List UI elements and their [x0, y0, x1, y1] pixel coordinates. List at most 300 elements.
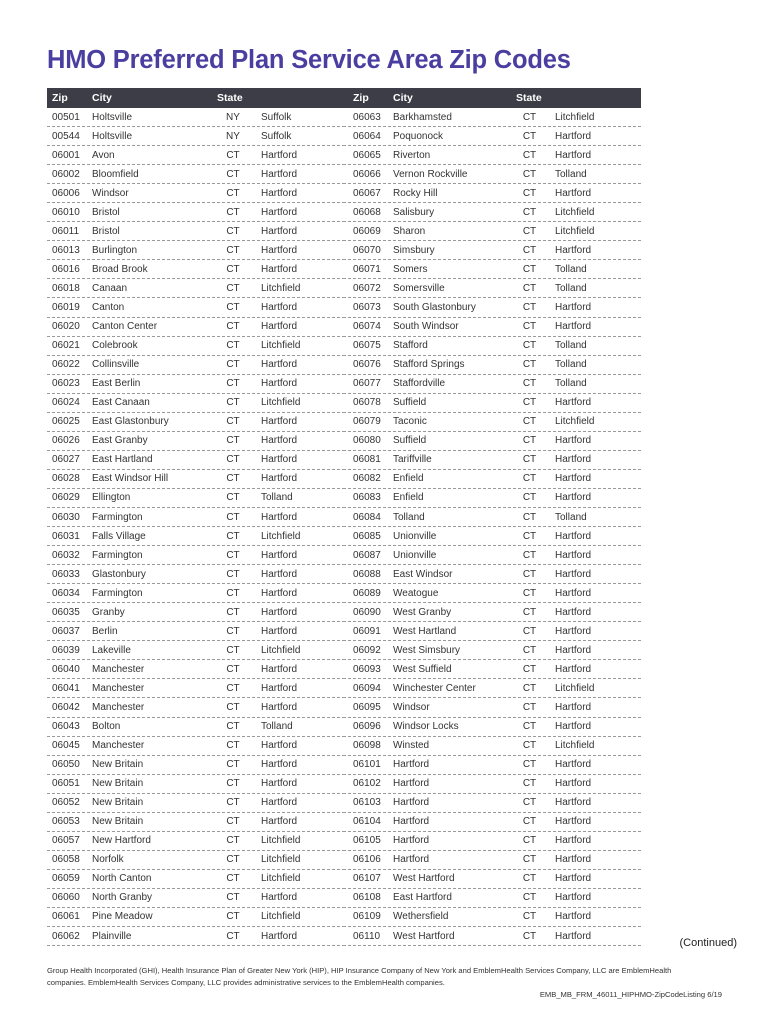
table-row — [47, 394, 345, 413]
state-cell: CT — [226, 625, 240, 637]
table-row — [47, 832, 345, 851]
footer-disclaimer: Group Health Incorporated (GHI), Health Insurance Plan of Greater New York (HIP), HIP Insurance Company of New York and EmblemHealth Services Company, LLC are EmblemHealth companies. EmblemHealth Services Company, LLC provides administrative services to the EmblemHealth companies. — [47, 966, 672, 987]
city-cell: Hartford — [393, 759, 430, 771]
zip-cell: 06095 — [353, 701, 381, 713]
city-cell: Canton Center — [92, 321, 158, 333]
state-cell: CT — [226, 587, 240, 599]
city-cell: Enfield — [393, 473, 424, 485]
city-cell: Somers — [393, 263, 428, 275]
table-body — [343, 108, 641, 946]
table-row — [343, 241, 641, 260]
zip-cell: 06058 — [52, 854, 80, 866]
county-cell: Hartford — [555, 301, 592, 313]
city-cell: Canaan — [92, 282, 128, 294]
city-cell: Simsbury — [393, 244, 435, 256]
table-row — [47, 584, 345, 603]
county-cell: Litchfield — [261, 854, 301, 866]
state-cell: CT — [522, 797, 537, 809]
zip-cell: 06067 — [353, 187, 381, 199]
zip-cell: 06102 — [353, 778, 381, 790]
table-row — [47, 813, 345, 832]
zip-cell: 06108 — [353, 892, 381, 904]
table-row — [47, 870, 345, 889]
county-cell: Hartford — [261, 759, 298, 771]
city-cell: Hartford — [393, 778, 430, 790]
zip-cell: 06073 — [353, 301, 381, 313]
state-cell: CT — [226, 930, 240, 942]
table-row — [47, 298, 345, 317]
city-cell: Farmington — [92, 587, 143, 599]
table-row — [343, 356, 641, 375]
city-cell: Suffield — [393, 435, 427, 447]
state-cell: CT — [226, 244, 240, 256]
table-row — [343, 279, 641, 298]
table-row — [343, 603, 641, 622]
city-cell: East Glastonbury — [92, 416, 169, 428]
city-cell: North Canton — [92, 873, 152, 885]
city-cell: East Windsor — [393, 568, 453, 580]
county-cell: Litchfield — [261, 282, 301, 294]
state-cell: CT — [522, 111, 537, 123]
state-cell: CT — [226, 644, 240, 656]
zip-cell: 06052 — [52, 797, 80, 809]
county-cell: Litchfield — [555, 416, 595, 428]
state-cell: CT — [226, 378, 240, 390]
zip-cell: 06085 — [353, 530, 381, 542]
state-cell: CT — [226, 435, 240, 447]
city-cell: Bloomfield — [92, 168, 139, 180]
table-row — [343, 737, 641, 756]
county-cell: Litchfield — [261, 530, 301, 542]
state-cell: CT — [522, 701, 537, 713]
county-cell: Tolland — [555, 359, 587, 371]
city-cell: Sharon — [393, 225, 426, 237]
city-cell: Manchester — [92, 701, 145, 713]
county-cell: Hartford — [555, 721, 592, 733]
table-row — [343, 851, 641, 870]
zip-cell: 06069 — [353, 225, 381, 237]
table-row — [343, 489, 641, 508]
city-cell: Enfield — [393, 492, 424, 504]
county-cell: Hartford — [555, 435, 592, 447]
zip-cell: 06006 — [52, 187, 80, 199]
zip-cell: 06026 — [52, 435, 80, 447]
county-cell: Hartford — [261, 149, 298, 161]
zip-cell: 06045 — [52, 740, 80, 752]
zip-cell: 06042 — [52, 701, 80, 713]
county-cell: Hartford — [555, 759, 592, 771]
table-row — [343, 622, 641, 641]
table-row — [47, 908, 345, 927]
county-cell: Tolland — [555, 263, 587, 275]
table-row — [47, 146, 345, 165]
city-cell: Vernon Rockville — [393, 168, 468, 180]
county-cell: Hartford — [261, 187, 298, 199]
state-cell: CT — [226, 816, 240, 828]
county-cell: Hartford — [555, 606, 592, 618]
county-cell: Hartford — [261, 244, 298, 256]
table-row — [47, 641, 345, 660]
state-cell: CT — [226, 568, 240, 580]
county-cell: Tolland — [555, 378, 587, 390]
city-cell: Winchester Center — [393, 682, 476, 694]
county-cell: Tolland — [261, 492, 293, 504]
city-cell: East Berlin — [92, 378, 141, 390]
state-cell: CT — [522, 854, 537, 866]
county-cell: Tolland — [555, 340, 587, 352]
table-row — [47, 489, 345, 508]
city-cell: Holtsville — [92, 111, 133, 123]
state-cell: CT — [522, 416, 537, 428]
zip-cell: 06089 — [353, 587, 381, 599]
city-cell: Barkhamsted — [393, 111, 452, 123]
state-cell: CT — [522, 740, 537, 752]
table-row — [47, 527, 345, 546]
table-row — [47, 794, 345, 813]
county-cell: Hartford — [261, 549, 298, 561]
header-city: City — [92, 92, 112, 104]
county-cell: Hartford — [261, 625, 298, 637]
city-cell: New Britain — [92, 797, 144, 809]
table-row — [343, 698, 641, 717]
state-cell: CT — [522, 892, 537, 904]
table-row — [47, 775, 345, 794]
state-cell: CT — [226, 225, 240, 237]
zip-cell: 06105 — [353, 835, 381, 847]
city-cell: Manchester — [92, 663, 145, 675]
zip-cell: 06080 — [353, 435, 381, 447]
zip-cell: 06031 — [52, 530, 80, 542]
state-cell: CT — [226, 473, 240, 485]
state-cell: CT — [226, 492, 240, 504]
county-cell: Hartford — [261, 892, 298, 904]
city-cell: Avon — [92, 149, 115, 161]
county-cell: Hartford — [261, 663, 298, 675]
county-cell: Hartford — [261, 606, 298, 618]
zip-cell: 06070 — [353, 244, 381, 256]
zip-cell: 06078 — [353, 397, 381, 409]
city-cell: Tolland — [393, 511, 425, 523]
zip-cell: 06040 — [52, 663, 80, 675]
table-row — [343, 318, 641, 337]
city-cell: Hartford — [393, 854, 430, 866]
county-cell: Tolland — [555, 282, 587, 294]
state-cell: CT — [226, 549, 240, 561]
zip-cell: 06001 — [52, 149, 80, 161]
table-row — [47, 718, 345, 737]
county-cell: Litchfield — [555, 740, 595, 752]
state-cell: CT — [522, 321, 537, 333]
county-cell: Litchfield — [555, 111, 595, 123]
city-cell: Farmington — [92, 549, 143, 561]
table-row — [47, 241, 345, 260]
table-row — [343, 451, 641, 470]
state-cell: CT — [522, 454, 537, 466]
county-cell: Hartford — [555, 930, 592, 942]
county-cell: Hartford — [555, 321, 592, 333]
county-cell: Hartford — [555, 892, 592, 904]
header-city: City — [393, 92, 413, 104]
county-cell: Hartford — [261, 740, 298, 752]
zip-cell: 06109 — [353, 911, 381, 923]
city-cell: West Simsbury — [393, 644, 461, 656]
county-cell: Hartford — [555, 663, 592, 675]
city-cell: New Britain — [92, 816, 144, 828]
state-cell: CT — [226, 454, 240, 466]
zip-table-right — [343, 88, 641, 946]
table-row — [343, 794, 641, 813]
city-cell: Ellington — [92, 492, 131, 504]
zip-cell: 06039 — [52, 644, 80, 656]
county-cell: Hartford — [261, 263, 298, 275]
county-cell: Hartford — [261, 587, 298, 599]
state-cell: CT — [226, 282, 240, 294]
state-cell: CT — [522, 682, 537, 694]
county-cell: Hartford — [555, 873, 592, 885]
state-cell: CT — [226, 530, 240, 542]
table-row — [343, 165, 641, 184]
state-cell: CT — [522, 530, 537, 542]
state-cell: CT — [522, 359, 537, 371]
city-cell: Winsted — [393, 740, 430, 752]
city-cell: Lakeville — [92, 644, 131, 656]
state-cell: CT — [522, 873, 537, 885]
state-cell: CT — [226, 359, 240, 371]
county-cell: Litchfield — [261, 911, 301, 923]
table-row — [343, 337, 641, 356]
city-cell: Unionville — [393, 530, 437, 542]
county-cell: Hartford — [555, 816, 592, 828]
zip-cell: 06103 — [353, 797, 381, 809]
table-row — [343, 527, 641, 546]
zip-cell: 06076 — [353, 359, 381, 371]
city-cell: Wethersfield — [393, 911, 449, 923]
state-cell: CT — [522, 244, 537, 256]
table-row — [47, 698, 345, 717]
county-cell: Hartford — [555, 397, 592, 409]
zip-cell: 06063 — [353, 111, 381, 123]
table-row — [47, 222, 345, 241]
state-cell: CT — [522, 263, 537, 275]
state-cell: CT — [226, 911, 240, 923]
state-cell: CT — [522, 930, 537, 942]
state-cell: CT — [522, 911, 537, 923]
city-cell: Hartford — [393, 797, 430, 809]
city-cell: North Granby — [92, 892, 153, 904]
city-cell: East Hartland — [92, 454, 153, 466]
city-cell: Broad Brook — [92, 263, 148, 275]
state-cell: CT — [226, 740, 240, 752]
state-cell: CT — [226, 873, 240, 885]
city-cell: Manchester — [92, 682, 145, 694]
table-row — [343, 679, 641, 698]
state-cell: CT — [522, 301, 537, 313]
table-row — [47, 508, 345, 527]
city-cell: Burlington — [92, 244, 138, 256]
zip-cell: 06034 — [52, 587, 80, 599]
zip-cell: 06019 — [52, 301, 80, 313]
zip-cell: 06029 — [52, 492, 80, 504]
state-cell: CT — [226, 759, 240, 771]
county-cell: Hartford — [261, 378, 298, 390]
city-cell: Bristol — [92, 206, 120, 218]
county-cell: Hartford — [261, 778, 298, 790]
table-row — [47, 451, 345, 470]
county-cell: Hartford — [261, 701, 298, 713]
county-cell: Hartford — [555, 130, 592, 142]
state-cell: CT — [522, 568, 537, 580]
county-cell: Hartford — [555, 187, 592, 199]
page-title: HMO Preferred Plan Service Area Zip Codes — [47, 46, 571, 74]
table-row — [343, 108, 641, 127]
table-row — [343, 508, 641, 527]
county-cell: Tolland — [261, 721, 293, 733]
county-cell: Hartford — [261, 435, 298, 447]
city-cell: South Glastonbury — [393, 301, 476, 313]
city-cell: West Hartford — [393, 873, 455, 885]
table-row — [47, 413, 345, 432]
state-cell: CT — [522, 511, 537, 523]
table-row — [343, 260, 641, 279]
continued-note: (Continued) — [679, 937, 737, 949]
city-cell: New Britain — [92, 778, 144, 790]
city-cell: Staffordville — [393, 378, 446, 390]
state-cell: CT — [522, 625, 537, 637]
zip-cell: 06106 — [353, 854, 381, 866]
city-cell: Berlin — [92, 625, 118, 637]
zip-cell: 06087 — [353, 549, 381, 561]
zip-cell: 06074 — [353, 321, 381, 333]
state-cell: CT — [226, 721, 240, 733]
city-cell: Rocky Hill — [393, 187, 438, 199]
county-cell: Litchfield — [555, 225, 595, 237]
state-cell: NY — [226, 130, 240, 142]
state-cell: CT — [522, 587, 537, 599]
county-cell: Hartford — [261, 568, 298, 580]
zip-cell: 06104 — [353, 816, 381, 828]
county-cell: Suffolk — [261, 130, 292, 142]
table-row — [343, 146, 641, 165]
city-cell: Suffield — [393, 397, 427, 409]
city-cell: Norfolk — [92, 854, 124, 866]
county-cell: Hartford — [555, 644, 592, 656]
county-cell: Litchfield — [261, 397, 301, 409]
state-cell: CT — [226, 854, 240, 866]
county-cell: Hartford — [555, 530, 592, 542]
zip-cell: 06025 — [52, 416, 80, 428]
county-cell: Hartford — [261, 225, 298, 237]
zip-cell: 06071 — [353, 263, 381, 275]
table-row — [343, 298, 641, 317]
zip-cell: 06072 — [353, 282, 381, 294]
city-cell: East Windsor Hill — [92, 473, 169, 485]
state-cell: CT — [226, 797, 240, 809]
city-cell: East Granby — [92, 435, 148, 447]
city-cell: Colebrook — [92, 340, 138, 352]
city-cell: Collinsville — [92, 359, 140, 371]
table-row — [343, 718, 641, 737]
county-cell: Hartford — [555, 701, 592, 713]
table-row — [47, 127, 345, 146]
table-row — [343, 641, 641, 660]
state-cell: CT — [522, 187, 537, 199]
zip-cell: 06041 — [52, 682, 80, 694]
table-row — [47, 622, 345, 641]
city-cell: Windsor — [92, 187, 129, 199]
zip-cell: 06028 — [52, 473, 80, 485]
zip-cell: 06092 — [353, 644, 381, 656]
zip-cell: 06033 — [52, 568, 80, 580]
zip-cell: 06059 — [52, 873, 80, 885]
city-cell: Canton — [92, 301, 125, 313]
state-cell: CT — [226, 168, 240, 180]
table-row — [343, 184, 641, 203]
county-cell: Hartford — [555, 835, 592, 847]
table-row — [47, 851, 345, 870]
city-cell: Weatogue — [393, 587, 439, 599]
table-row — [343, 565, 641, 584]
county-cell: Hartford — [261, 359, 298, 371]
table-row — [343, 432, 641, 451]
state-cell: CT — [522, 225, 537, 237]
county-cell: Hartford — [555, 149, 592, 161]
state-cell: CT — [226, 301, 240, 313]
table-row — [343, 203, 641, 222]
county-cell: Hartford — [555, 568, 592, 580]
state-cell: CT — [522, 549, 537, 561]
county-cell: Hartford — [555, 797, 592, 809]
table-row — [47, 375, 345, 394]
county-cell: Hartford — [261, 797, 298, 809]
zip-cell: 06110 — [353, 930, 381, 942]
zip-cell: 06090 — [353, 606, 381, 618]
city-cell: East Canaan — [92, 397, 150, 409]
state-cell: CT — [522, 340, 537, 352]
county-cell: Hartford — [555, 911, 592, 923]
state-cell: CT — [226, 263, 240, 275]
table-row — [47, 108, 345, 127]
zip-cell: 06010 — [52, 206, 80, 218]
city-cell: Falls Village — [92, 530, 146, 542]
zip-cell: 06083 — [353, 492, 381, 504]
zip-cell: 00544 — [52, 130, 80, 142]
zip-cell: 06037 — [52, 625, 80, 637]
table-row — [47, 318, 345, 337]
city-cell: New Britain — [92, 759, 144, 771]
city-cell: Windsor Locks — [393, 721, 459, 733]
table-row — [47, 737, 345, 756]
table-row — [47, 889, 345, 908]
state-cell: CT — [522, 759, 537, 771]
state-cell: CT — [522, 168, 537, 180]
table-row — [47, 470, 345, 489]
city-cell: Stafford Springs — [393, 359, 465, 371]
county-cell: Hartford — [261, 930, 298, 942]
zip-cell: 06035 — [52, 606, 80, 618]
county-cell: Hartford — [261, 416, 298, 428]
table-row — [47, 279, 345, 298]
table-row — [343, 413, 641, 432]
header-zip: Zip — [52, 92, 68, 104]
county-cell: Hartford — [555, 854, 592, 866]
table-row — [343, 546, 641, 565]
table-row — [47, 679, 345, 698]
table-row — [343, 775, 641, 794]
state-cell: CT — [226, 663, 240, 675]
table-row — [47, 260, 345, 279]
table-row — [47, 546, 345, 565]
county-cell: Hartford — [261, 301, 298, 313]
